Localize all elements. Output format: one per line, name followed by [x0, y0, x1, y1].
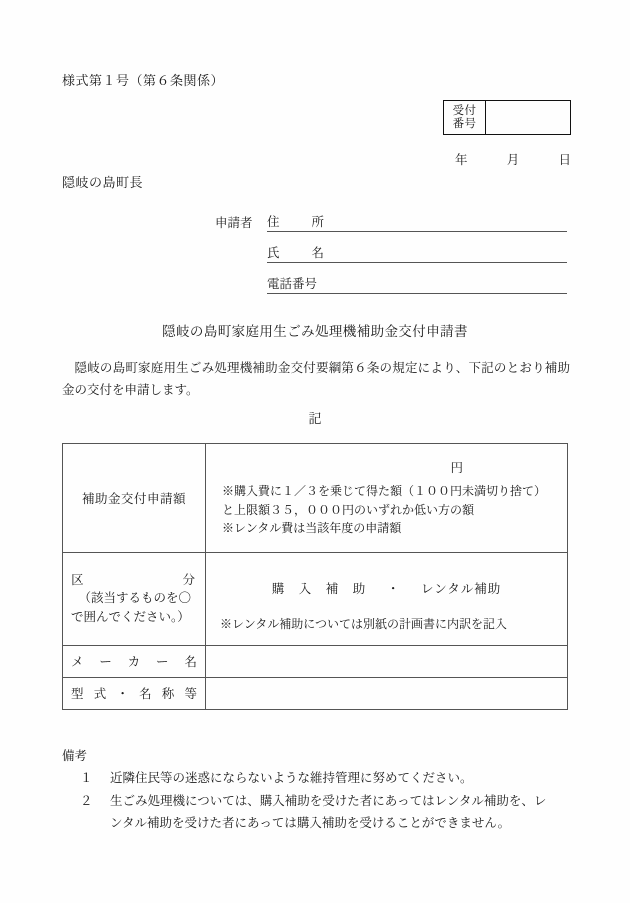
remarks-title: 備考 [62, 749, 88, 763]
applicant-address-input[interactable] [328, 217, 567, 232]
body-paragraph-line1: 隠岐の島町家庭用生ごみ処理機補助金交付要綱第６条の規定により、下記のとお [74, 361, 533, 375]
table-row-category [63, 552, 568, 645]
remarks-item-2-continuation: ンタル補助を受けた者にあっては購入補助を受けることができません。 [110, 815, 511, 830]
form-code: 様式第１号（第６条関係） [62, 73, 225, 88]
applicant-name-label [267, 243, 328, 263]
model-value-cell[interactable] [206, 677, 568, 709]
applicant-name-spacer [215, 262, 267, 263]
ki-marker: 記 [308, 411, 322, 426]
category-note: ※レンタル補助については別紙の計画書に内訳を記入 [220, 617, 507, 632]
applicant-block [215, 201, 567, 294]
category-option-purchase[interactable]: 購 入 補 助 [271, 582, 367, 597]
remarks-item-2 [62, 790, 572, 812]
remarks-item-1 [62, 767, 572, 789]
applicant-phone-row [215, 263, 567, 294]
page-title: 隠岐の島町家庭用生ごみ処理機補助金交付申請書 [162, 324, 468, 339]
amount-unit: 円 [450, 461, 463, 475]
maker-label: メーカー名 [63, 645, 206, 677]
applicant-name-label-a: 氏 [267, 246, 280, 260]
remarks-item-1-text: 近隣住民等の迷惑にならないような維持管理に努めてください。 [110, 771, 473, 786]
body-paragraph-line2: り補助金の交付を申請します。 [62, 361, 570, 397]
date-month-label: 月 [506, 153, 520, 167]
category-label-a: 区 [71, 572, 84, 587]
table-row-amount [63, 444, 568, 553]
category-label [63, 552, 206, 645]
date-day-label: 日 [558, 153, 571, 167]
remarks-item-2-text: 生ごみ処理機については、購入補助を受けた者にあってはレンタル補助を、レ [110, 793, 547, 808]
applicant-name-label-b: 名 [311, 246, 324, 260]
applicant-name-row [215, 232, 567, 263]
amount-note-1: ※購入費に１／３を乗じて得た額（１００円未満切り捨て） [222, 484, 547, 498]
amount-notes [214, 476, 559, 546]
applicant-phone-label: 電話番号 [267, 274, 324, 294]
category-label-head [71, 571, 197, 590]
table-row-maker [63, 645, 568, 677]
receipt-label-line2: 番号 [452, 117, 477, 130]
receipt-number-box [443, 100, 571, 135]
receipt-number-label [444, 101, 486, 134]
amount-label: 補助金交付申請額 [63, 444, 206, 553]
category-value-cell [206, 552, 568, 645]
receipt-label-line1: 受付 [452, 104, 477, 117]
remarks-item-2-number: ２ [80, 793, 93, 808]
applicant-address-label [267, 212, 328, 232]
amount-value-cell[interactable] [206, 444, 568, 553]
date-year-label: 年 [455, 153, 468, 167]
application-table [62, 443, 568, 710]
applicant-name-input[interactable] [328, 248, 567, 263]
model-label: 型式・名称等 [63, 677, 206, 709]
category-choices [214, 565, 559, 597]
applicant-address-label-b: 所 [311, 215, 324, 229]
applicant-phone-spacer [215, 293, 267, 294]
table-row-model [63, 677, 568, 709]
amount-note-2: と上限額３５，０００円のいずれか低い方の額 [222, 502, 475, 517]
body-paragraph [62, 358, 570, 402]
receipt-number-field[interactable] [486, 101, 570, 134]
date-line [455, 150, 571, 168]
amount-note-3: ※レンタル費は当該年度の申請額 [222, 521, 402, 536]
applicant-heading: 申請者 [215, 216, 253, 230]
addressee: 隠岐の島町長 [62, 175, 144, 190]
remarks-item-1-number: １ [80, 771, 93, 786]
applicant-address-label-a: 住 [267, 215, 280, 229]
applicant-phone-input[interactable] [324, 279, 567, 294]
category-label-sub1: （該当するものを〇 [78, 591, 192, 606]
category-option-rental[interactable]: レンタル補助 [421, 582, 502, 597]
category-option-separator: ・ [386, 582, 401, 597]
remarks-section [62, 745, 572, 834]
category-label-sub2: で囲んでください。） [71, 610, 190, 625]
applicant-address-row [215, 201, 567, 232]
maker-value-cell[interactable] [206, 645, 568, 677]
category-label-b: 分 [182, 572, 195, 587]
